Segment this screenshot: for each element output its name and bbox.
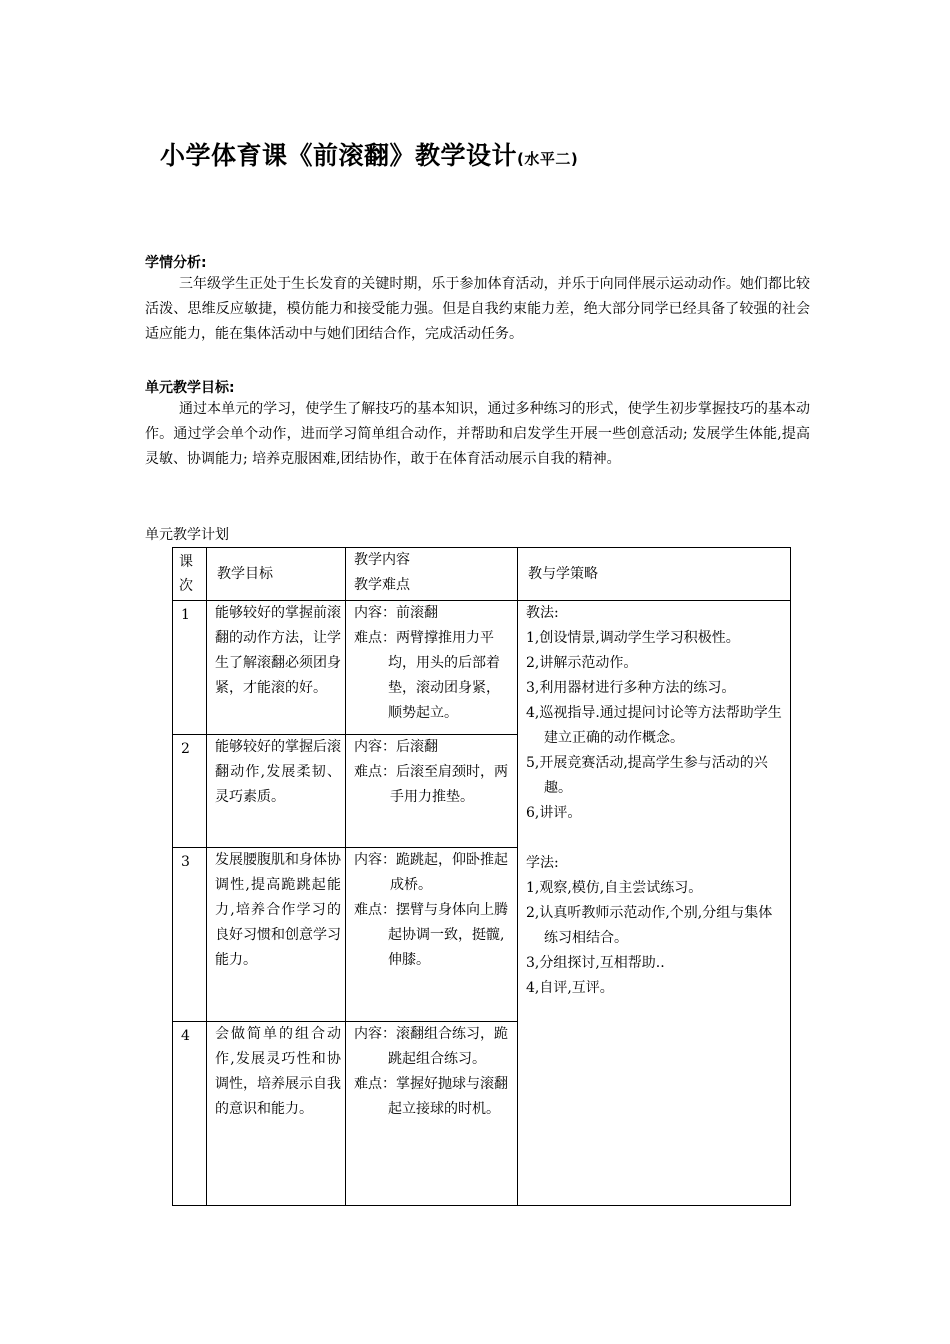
plan-caption: 单元教学计划 (145, 527, 229, 543)
row-difficulty-text: 难点：掌握好抛球与滚翻起立接球的时机。 (354, 1076, 508, 1117)
row-content-text: 内容：前滚翻 (354, 605, 438, 621)
teach-item: 4,巡视指导.通过提问讨论等方法帮助学生建立正确的动作概念。 (526, 705, 782, 746)
row-number: 1 (173, 601, 207, 735)
row-difficulty-text: 难点：摆臂与身体向上腾起协调一致，挺髋,伸膝。 (354, 902, 508, 968)
row-content (346, 735, 518, 848)
teach-item: 1,创设情景,调动学生学习积极性。 (526, 630, 740, 646)
learn-heading: 学法: (526, 855, 559, 871)
row-goal: 能够较好的掌握前滚翻的动作方法，让学生了解滚翻必须团身紧，才能滚的好。 (207, 601, 346, 735)
row-goal: 会做简单的组合动作,发展灵巧性和协调性，培养展示自我的意识和能力。 (207, 1022, 346, 1206)
goals-text: 通过本单元的学习，使学生了解技巧的基本知识，通过多种练习的形式，使学生初步掌握技巧的基本动作。通过学会单个动作，进而学习简单组合动作，并帮助和启发学生开展一些创意活动; 发展学生体能,提高灵敏、协调能力; 培养克服困难,团结协作，敢于在体育活动展示自我的精神。 (145, 401, 810, 467)
header-goal: 教学目标 (207, 548, 346, 601)
row-content (346, 1022, 518, 1206)
learn-item: 1,观察,模仿,自主尝试练习。 (526, 880, 703, 896)
table-header-row (173, 548, 791, 601)
row-goal: 发展腰腹肌和身体协调性,提高跪跳起能力,培养合作学习的良好习惯和创意学习能力。 (207, 848, 346, 1022)
teach-heading: 教法: (526, 605, 559, 621)
row-content-text: 内容：跪跳起，仰卧推起成桥。 (354, 852, 508, 893)
row-difficulty-text: 难点：后滚至肩颈时，两手用力推垫。 (354, 764, 508, 805)
teach-item: 6,讲评。 (526, 805, 582, 821)
row-content (346, 848, 518, 1022)
learn-item: 3,分组探讨,互相帮助.. (526, 955, 665, 971)
page-title (160, 136, 578, 172)
teach-item: 3,利用器材进行多种方法的练习。 (526, 680, 736, 696)
row-number: 2 (173, 735, 207, 848)
title-sub: (水平二) (517, 150, 579, 168)
row-content (346, 601, 518, 735)
teach-item: 5,开展竞赛活动,提高学生参与活动的兴趣。 (526, 755, 768, 796)
learn-item: 2,认真听教师示范动作,个别,分组与集体练习相结合。 (526, 905, 773, 946)
header-strategy: 教与学策略 (518, 548, 791, 601)
analysis-text: 三年级学生正处于生长发育的关键时期，乐于参加体育活动，并乐于向同伴展示运动动作。她们都比较活泼、思维反应敏捷，模仿能力和接受能力强。但是自我约束能力差，绝大部分同学已经具备了较强的社会适应能力，能在集体活动中与她们团结合作，完成活动任务。 (145, 276, 810, 342)
learn-item: 4,自评,互评。 (526, 980, 614, 996)
header-content-l1: 教学内容 (354, 552, 410, 568)
header-content (346, 548, 518, 601)
row-number: 4 (173, 1022, 207, 1206)
row-content-text: 内容：后滚翻 (354, 739, 438, 755)
plan-table (172, 547, 791, 1206)
header-lesson: 课次 (173, 548, 207, 601)
row-difficulty-text: 难点：两臂撑推用力平均，用头的后部着垫，滚动团身紧，顺势起立。 (354, 630, 500, 721)
row-number: 3 (173, 848, 207, 1022)
strategy-cell (518, 601, 791, 1206)
row-content-text: 内容：滚翻组合练习，跪跳起组合练习。 (354, 1026, 508, 1067)
analysis-heading: 学情分析: (145, 255, 207, 271)
table-row (173, 601, 791, 735)
header-content-l2: 教学难点 (354, 577, 410, 593)
title-main: 小学体育课《前滚翻》教学设计 (160, 141, 518, 170)
teach-item: 2,讲解示范动作。 (526, 655, 638, 671)
row-goal: 能够较好的掌握后滚翻动作,发展柔韧、灵巧素质。 (207, 735, 346, 848)
goals-heading: 单元教学目标: (145, 380, 235, 396)
